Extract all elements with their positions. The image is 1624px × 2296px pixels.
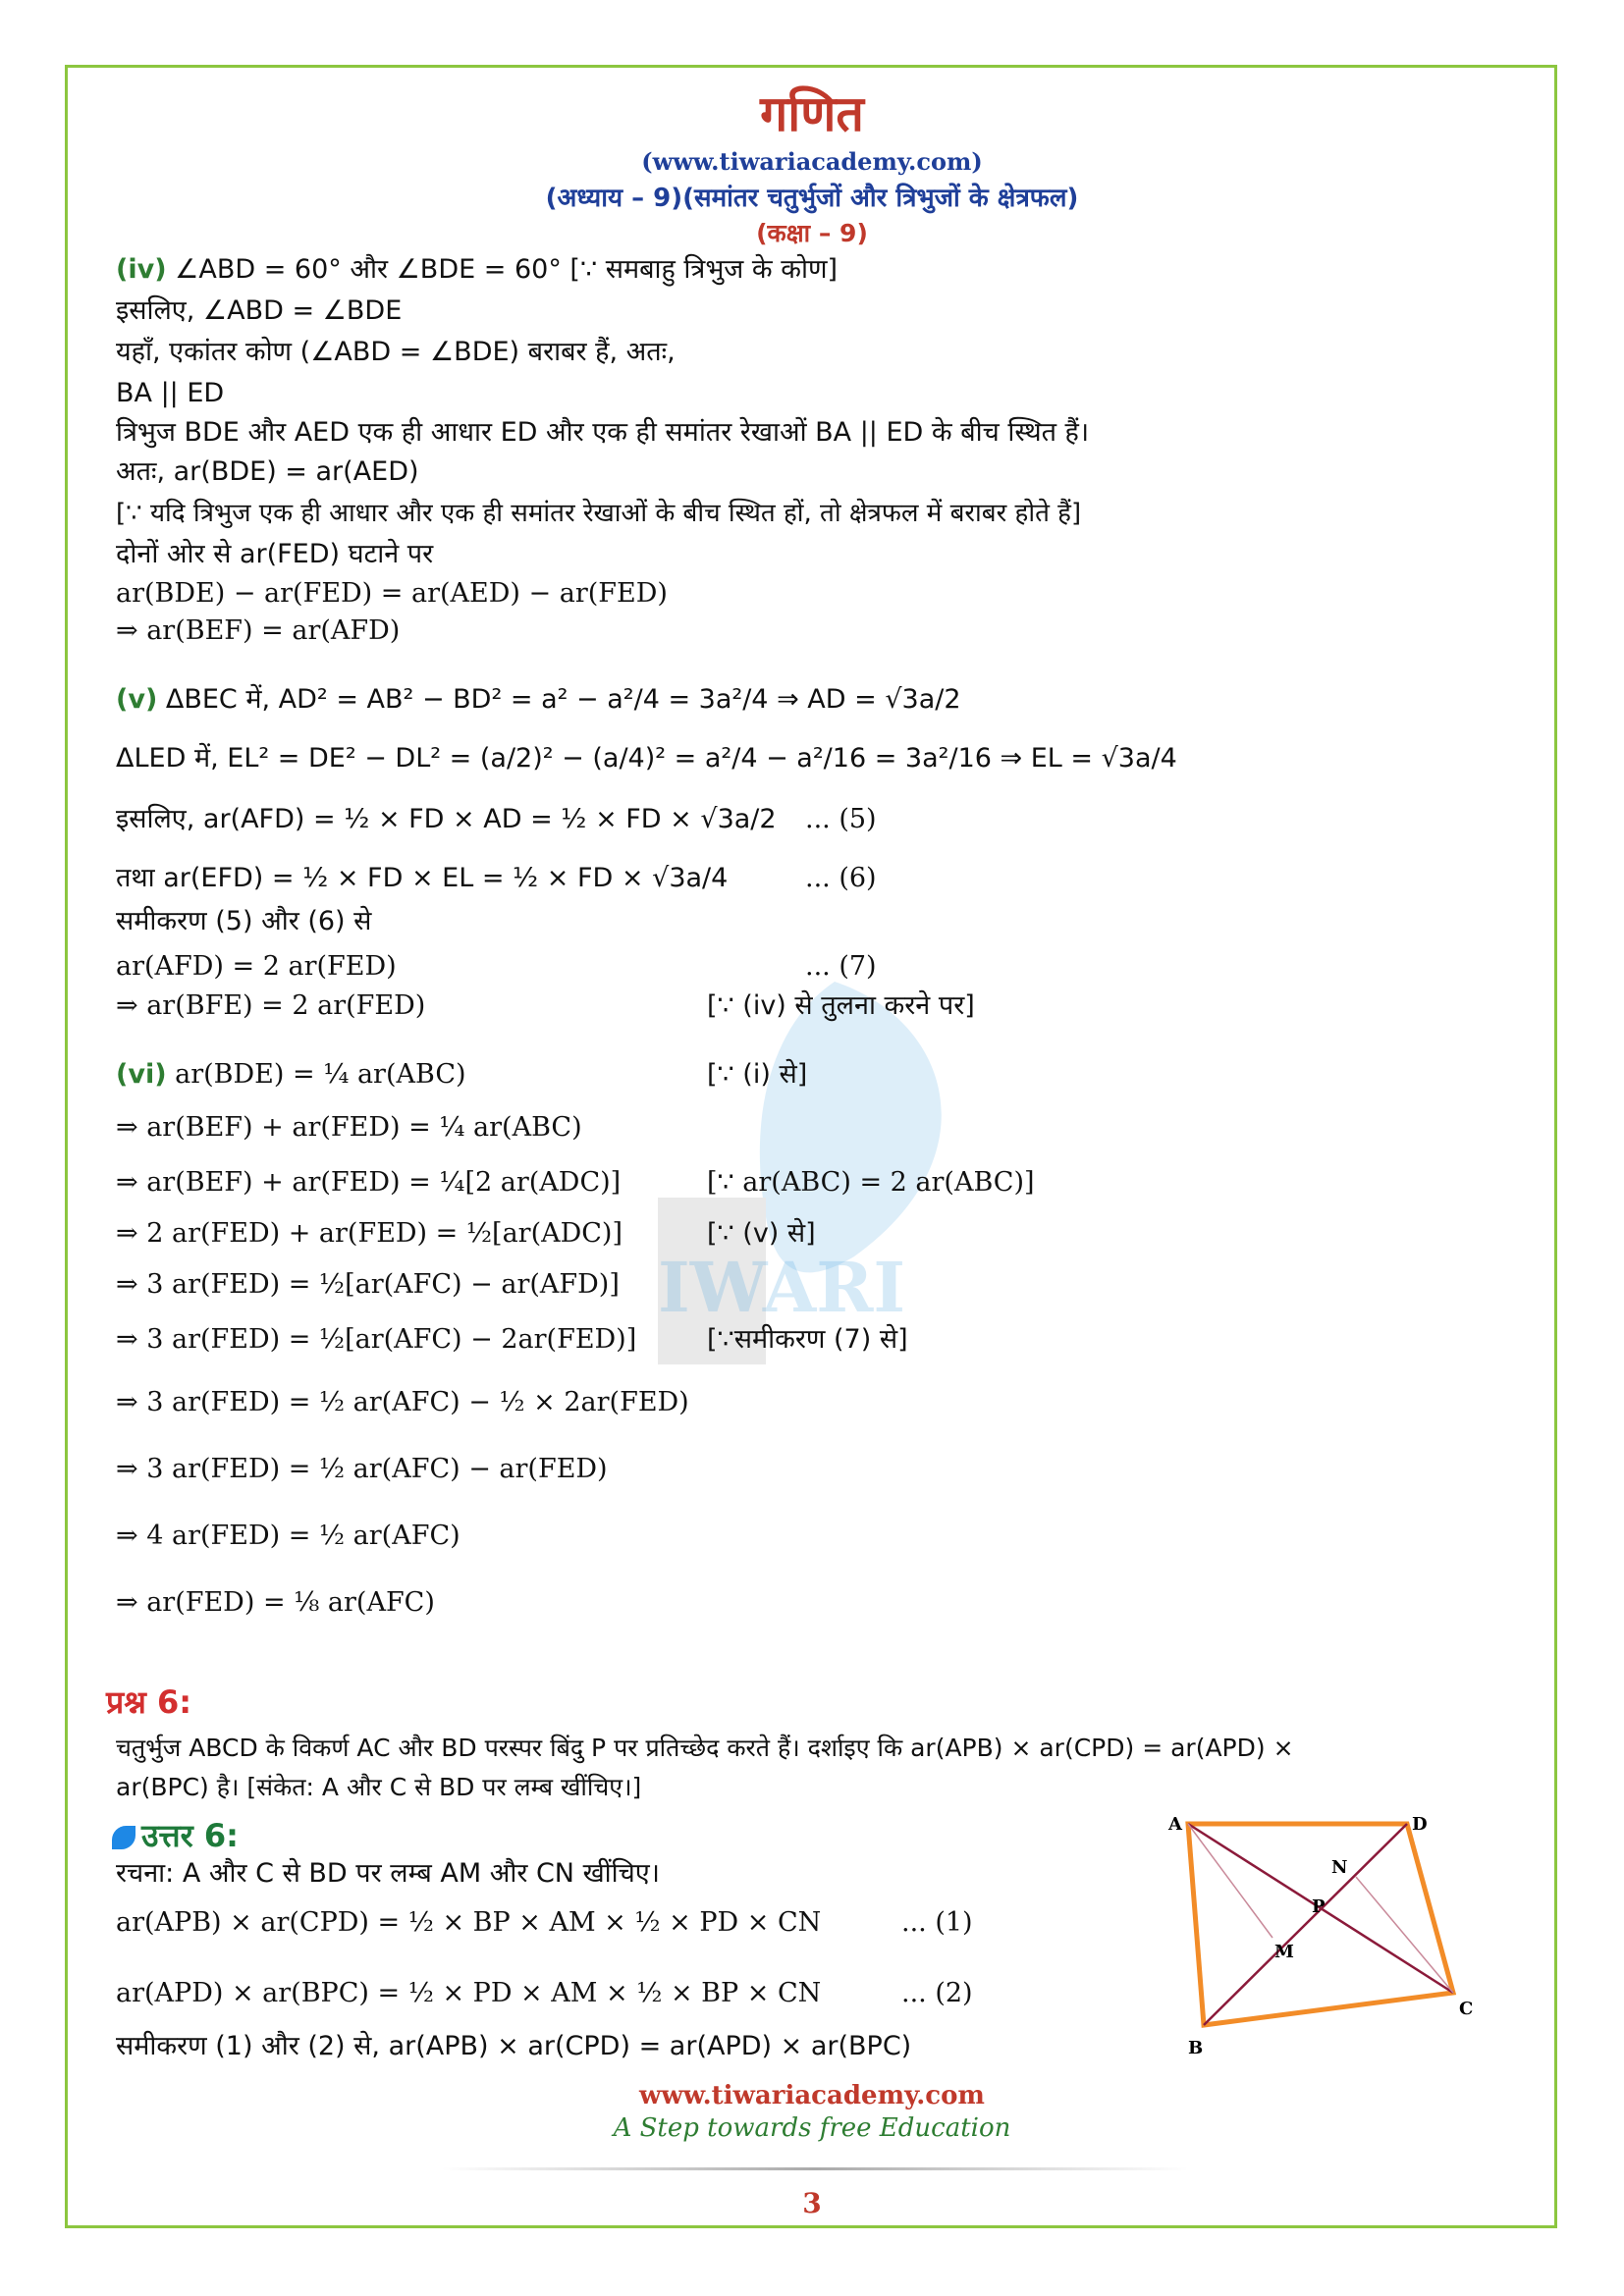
eq-ref-6: ... (6) bbox=[805, 863, 877, 893]
answer-6-eq1-ref: ... (1) bbox=[901, 1907, 973, 1938]
part-iv-line-3: यहाँ, एकांतर कोण (∠ABD = ∠BDE) बराबर हैं, अतः, bbox=[116, 337, 676, 367]
part-iv-line-2: इसलिए, ∠ABD = ∠BDE bbox=[116, 295, 403, 326]
point-n-label: N bbox=[1331, 1857, 1348, 1878]
part-iv-label: (iv) bbox=[116, 254, 167, 285]
part-iv-line-6: अतः, ar(BDE) = ar(AED) bbox=[116, 456, 419, 487]
eq-ref-7: ... (7) bbox=[805, 951, 877, 982]
vertex-a-label: A bbox=[1168, 1814, 1182, 1835]
part-vi-reason-3: [∵ (v) से] bbox=[707, 1218, 816, 1249]
chapter-title: (अध्याय – 9)(समांतर चतुर्भुजों और त्रिभुजों के क्षेत्रफल) bbox=[545, 184, 1079, 213]
part-iv-line-7: [∵ यदि त्रिभुज एक ही आधार और एक ही समांतर रेखाओं के बीच स्थित हों, तो क्षेत्रफल में बराबर होते हैं] bbox=[116, 499, 1082, 528]
question-6-text-2: ar(BPC) है। [संकेत: A और C से BD पर लम्ब खींचिए।] bbox=[116, 1773, 642, 1801]
part-vi-reason-2: [∵ ar(ABC) = 2 ar(ABC)] bbox=[707, 1167, 1035, 1198]
part-v-line-6: ar(AFD) = 2 ar(FED) bbox=[116, 951, 397, 982]
quadrilateral-abcd bbox=[1188, 1824, 1453, 2025]
answer-6-eq2-ref: ... (2) bbox=[901, 1978, 973, 2008]
part-v-line-5: समीकरण (5) और (6) से bbox=[116, 906, 372, 936]
footer-divider bbox=[442, 2167, 1188, 2170]
part-iv-line-8: दोनों ओर से ar(FED) घटाने पर bbox=[116, 539, 434, 569]
answer-6-heading bbox=[112, 1814, 239, 1856]
part-v-line-1 bbox=[116, 683, 961, 717]
quadrilateral-figure bbox=[1159, 1806, 1492, 2061]
answer-6-title: उत्तर 6: bbox=[141, 1817, 239, 1854]
part-vi-line-8: ⇒ 3 ar(FED) = ½ ar(AFC) − ar(FED) bbox=[116, 1454, 608, 1484]
part-v-reason: [∵ (iv) से तुलना करने पर] bbox=[707, 990, 975, 1021]
question-6-heading: प्रश्न 6: bbox=[106, 1683, 192, 1721]
part-vi-line-2: ⇒ ar(BEF) + ar(FED) = ¼ ar(ABC) bbox=[116, 1112, 582, 1143]
part-v-line-4: तथा ar(EFD) = ½ × FD × EL = ½ × FD × √3a/4 bbox=[116, 863, 729, 893]
part-iv-line-5: त्रिभुज BDE और AED एक ही आधार ED और एक ही समांतर रेखाओं BA || ED के बीच स्थित हैं। bbox=[116, 417, 1090, 448]
part-vi-line-5: ⇒ 3 ar(FED) = ½[ar(AFC) − ar(AFD)] bbox=[116, 1269, 620, 1300]
vertex-b-label: B bbox=[1188, 2038, 1204, 2058]
part-vi-line-3: ⇒ ar(BEF) + ar(FED) = ¼[2 ar(ADC)] bbox=[116, 1167, 622, 1198]
vertex-d-label: D bbox=[1412, 1814, 1428, 1835]
watermark-text: IWARI bbox=[658, 1247, 906, 1328]
footer-url[interactable]: www.tiwariacademy.com bbox=[639, 2081, 985, 2110]
part-vi-line-1 bbox=[116, 1058, 466, 1092]
part-v-label: (v) bbox=[116, 684, 158, 715]
part-vi-line-9: ⇒ 4 ar(FED) = ½ ar(AFC) bbox=[116, 1521, 460, 1551]
part-v-text: ΔBEC में, AD² = AB² − BD² = a² − a²/4 = 3a²/4 ⇒ AD = √3a/2 bbox=[165, 684, 961, 715]
leaf-logo-icon bbox=[112, 1826, 135, 1849]
part-iv-line-10: ⇒ ar(BEF) = ar(AFD) bbox=[116, 615, 401, 646]
header-url[interactable]: (www.tiwariacademy.com) bbox=[641, 147, 983, 176]
perpendicular-am bbox=[1188, 1824, 1272, 1938]
part-vi-text: ar(BDE) = ¼ ar(ABC) bbox=[175, 1059, 466, 1090]
part-iv-text: ∠ABD = 60° और ∠BDE = 60° [∵ समबाहु त्रिभुज के कोण] bbox=[175, 254, 839, 285]
part-vi-line-10: ⇒ ar(FED) = ⅛ ar(AFC) bbox=[116, 1587, 435, 1618]
class-label: (कक्षा – 9) bbox=[756, 219, 868, 247]
question-6-text-1: चतुर्भुज ABCD के विकर्ण AC और BD परस्पर बिंदु P पर प्रतिच्छेद करते हैं। दर्शाइए कि ar(APB) × ar(CPD) = ar(APD) × bbox=[116, 1734, 1294, 1762]
part-v-line-7: ⇒ ar(BFE) = 2 ar(FED) bbox=[116, 990, 426, 1021]
subject-title: गणित bbox=[760, 85, 864, 142]
page-number: 3 bbox=[802, 2187, 822, 2219]
part-iv-line-9: ar(BDE) − ar(FED) = ar(AED) − ar(FED) bbox=[116, 578, 668, 609]
part-v-line-3: इसलिए, ar(AFD) = ½ × FD × AD = ½ × FD × √3a/2 bbox=[116, 804, 777, 834]
part-vi-line-6: ⇒ 3 ar(FED) = ½[ar(AFC) − 2ar(FED)] bbox=[116, 1324, 637, 1355]
part-v-line-2: ΔLED में, EL² = DE² − DL² = (a/2)² − (a/4)² = a²/4 − a²/16 = 3a²/16 ⇒ EL = √3a/4 bbox=[116, 743, 1177, 774]
part-iv-line-1 bbox=[116, 253, 838, 287]
answer-6-eq1: ar(APB) × ar(CPD) = ½ × BP × AM × ½ × PD × CN bbox=[116, 1907, 822, 1938]
answer-6-construction: रचना: A और C से BD पर लम्ब AM और CN खींचिए। bbox=[116, 1858, 660, 1889]
eq-ref-5: ... (5) bbox=[805, 804, 877, 834]
part-vi-reason-1: [∵ (i) से] bbox=[707, 1059, 808, 1090]
part-iv-line-4: BA || ED bbox=[116, 378, 225, 408]
vertex-c-label: C bbox=[1459, 1999, 1474, 2019]
point-m-label: M bbox=[1274, 1942, 1294, 1962]
answer-6-conclusion: समीकरण (1) और (2) से, ar(APB) × ar(CPD) = ar(APD) × ar(BPC) bbox=[116, 2031, 912, 2061]
point-p-label: P bbox=[1312, 1896, 1326, 1917]
part-vi-line-7: ⇒ 3 ar(FED) = ½ ar(AFC) − ½ × 2ar(FED) bbox=[116, 1387, 689, 1417]
part-vi-label: (vi) bbox=[116, 1059, 167, 1090]
part-vi-reason-4: [∵समीकरण (7) से] bbox=[707, 1324, 908, 1355]
footer-tagline: A Step towards free Education bbox=[613, 2113, 1011, 2143]
part-vi-line-4: ⇒ 2 ar(FED) + ar(FED) = ½[ar(ADC)] bbox=[116, 1218, 623, 1249]
answer-6-eq2: ar(APD) × ar(BPC) = ½ × PD × AM × ½ × BP × CN bbox=[116, 1978, 822, 2008]
